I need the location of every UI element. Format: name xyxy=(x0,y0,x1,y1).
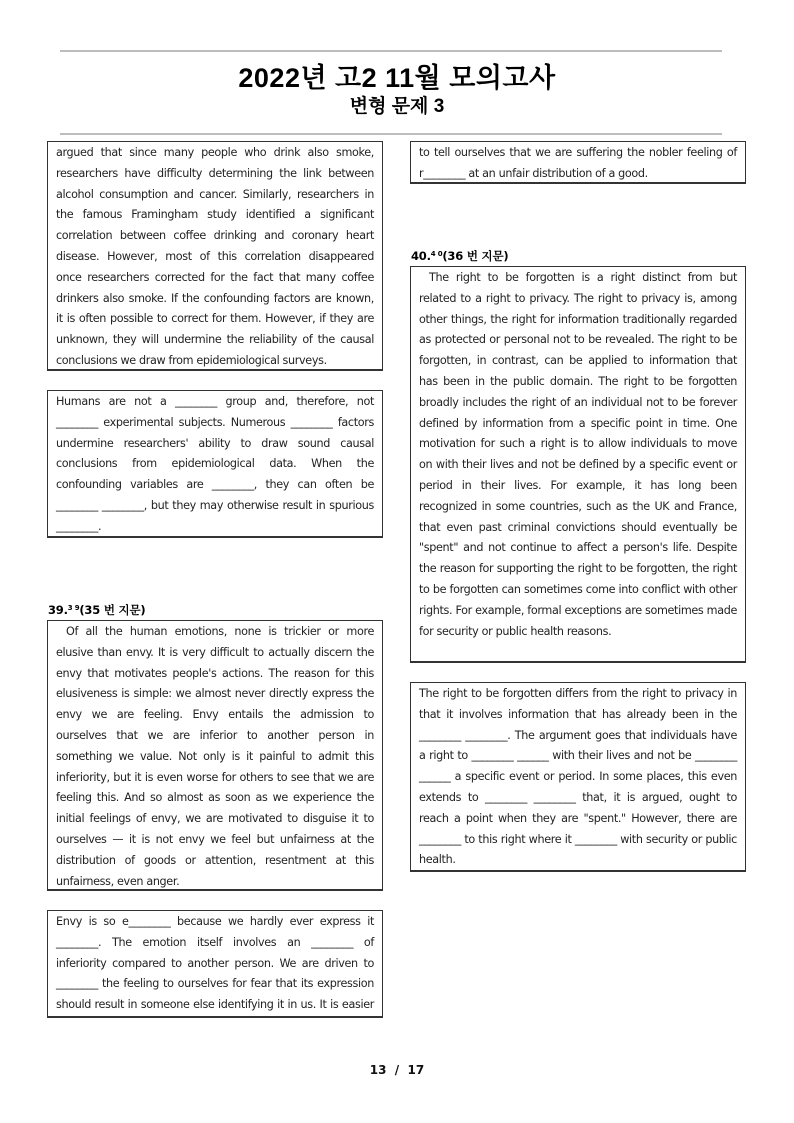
passage-40-text: The right to be forgotten is a right distinct from but related to a right to privacy. The right to privacy is, among other things, the right for information traditionally regarded as protected or personal not to be revealed. The right to be forgotten, in contrast, can be applied to information that has been in the public domain. The right to be forgotten broadly includes the right of an individual not to be forever defined by information from a specific point in time. One motivation for such a right is to allow individuals to move on with their lives and not be defined by a specific event or period in their lives. For example, it has long been recognized in some countries, such as the UK and France, that even past criminal convictions should eventually be "spent" and not continue to affect a person's life. Despite the reason for supporting the right to be forgotten, the right to be forgotten can sometimes come into conflict with other rights. For example, formal exceptions are sometimes made for security or public health reasons. xyxy=(419,271,737,638)
question-40-number: 40. xyxy=(411,249,431,263)
page-title: 2022년 고2 11월 모의고사 xyxy=(238,63,556,93)
summary-39-box-part2 xyxy=(410,141,746,184)
header-rule-top xyxy=(60,50,722,52)
question-39-label xyxy=(48,602,145,618)
page-number: 13 / 17 xyxy=(369,1063,425,1077)
question-39-sup: 3 9 xyxy=(67,604,80,612)
summary-39-text-part1: Envy is so e________ because we hardly ever express it ________. The emotion itself involves an ________ of inferiority compared to another person. We are driven to ________ the feeling to ourselves for fear that its expression should result in someone else identifying it in us. It is easier xyxy=(56,915,374,1012)
summary-39-text-part2: to tell ourselves that we are suffering the nobler feeling of r________ at an unfair distribution of a good. xyxy=(419,146,737,180)
passage-39-text: Of all the human emotions, none is trickier or more elusive than envy. It is very difficult to actually discern the envy that motivates people's actions. The reason for this elusiveness is simple: we almost never directly express the envy we are feeling. Envy entails the admission to ourselves that we are inferior to another person in something we value. Not only is it painful to admit this inferiority, but it is even worse for others to see that we are feeling this. And so almost as soon as we experience the initial feelings of envy, we are motivated to disguise it to ourselves — it is not envy we feel but unfairness at the distribution of goods or attention, resentment at this unfairness, even anger. xyxy=(56,625,374,888)
passage-38-continued-box xyxy=(47,141,383,371)
page-subtitle: 변형 문제 3 xyxy=(349,96,445,117)
summary-40-text: The right to be forgotten differs from the right to privacy in that it involves information that has already been in the ________ ________. The argument goes that individuals have a right to ________ ______ with their lives and not be ________ ______ a specific event or period. In some places, this even extends to ________ ________ that, it is argued, ought to reach a point when they are "spent." However, there are ________ to this right where it ________ with security or public health. xyxy=(419,687,737,867)
question-40-sup: 4 0 xyxy=(430,250,443,258)
header-rule-bottom xyxy=(60,133,722,135)
question-39-source: (35 번 지문) xyxy=(79,603,146,617)
question-40-label xyxy=(411,248,508,264)
passage-38-continued-text: argued that since many people who drink also smoke, researchers have difficulty determining the link between alcohol consumption and cancer. Similarly, researchers in the famous Framingham study identified a significant correlation between coffee drinking and coronary heart disease. However, most of this correlation disappeared once researchers corrected for the fact that many coffee drinkers also smoke. If the confounding factors are known, it is often possible to correct for them. However, if they are unknown, they will undermine the reliability of the causal conclusions we draw from epidemiological surveys. xyxy=(56,146,374,367)
question-39-number: 39. xyxy=(48,603,68,617)
passage-40-box xyxy=(410,266,746,663)
summary-38-text: Humans are not a ________ group and, therefore, not ________ experimental subjects. Numerous ________ factors undermine researchers' ability to draw sound causal conclusions from epidemiological data. When the confounding variables are ________, they can often be ________ ________, but they may otherwise result in spurious ________. xyxy=(56,395,374,533)
summary-39-box-part1 xyxy=(47,910,383,1018)
summary-40-box xyxy=(410,682,746,872)
summary-38-box xyxy=(47,390,383,538)
question-40-source: (36 번 지문) xyxy=(442,249,509,263)
passage-39-box xyxy=(47,620,383,891)
